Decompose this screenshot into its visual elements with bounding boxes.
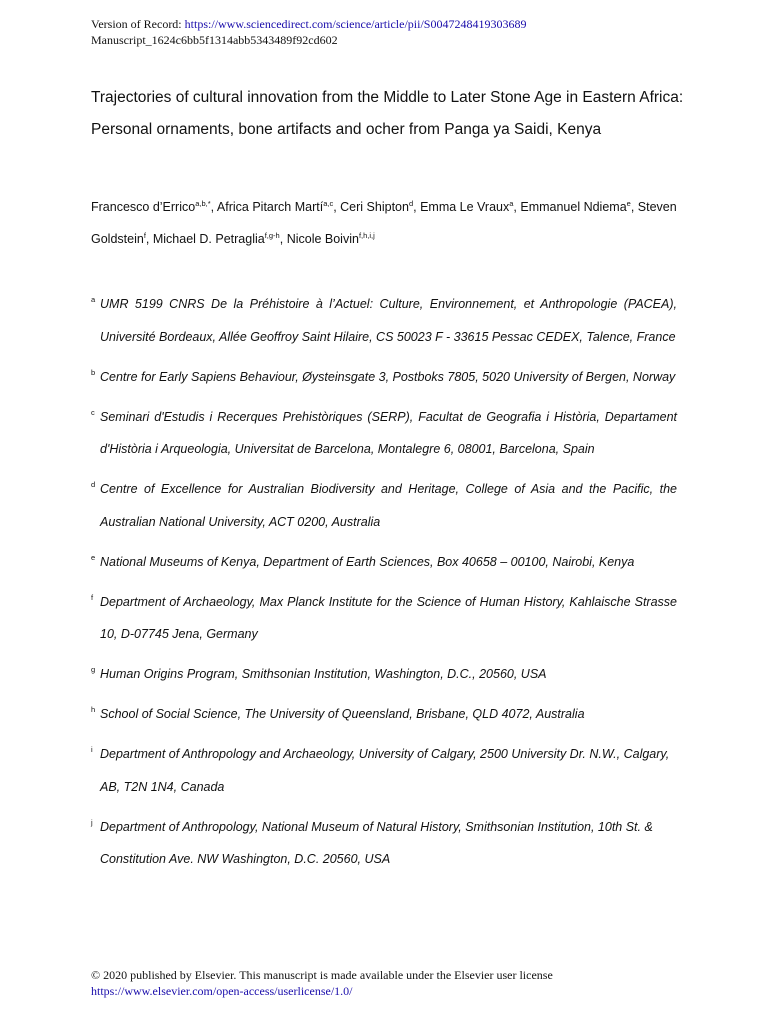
author-separator: , [413, 200, 421, 214]
affiliation-text: National Museums of Kenya, Department of Earth Sciences, Box 40658 – 00100, Nairobi, Kenya [100, 554, 635, 569]
affiliation-f [91, 586, 677, 651]
author [91, 200, 217, 214]
affiliation-g [91, 658, 677, 691]
affiliation-text: School of Social Science, The University of Queensland, Brisbane, QLD 4072, Australia [100, 707, 585, 721]
author-separator: , [145, 232, 153, 246]
affiliation-mark: f [91, 592, 94, 602]
author-affiliation-mark: f,h,i,j [358, 231, 375, 240]
author [217, 200, 340, 214]
author-separator: , [279, 232, 287, 246]
affiliation-text: UMR 5199 CNRS De la Préhistoire à l’Actuel: Culture, Environnement, et Anthropologie (PACEA), Université Bordeaux, Allée Geoffroy Saint Hilaire, CS 50023 F - 33615 Pessac CEDEX, Talence, France [100, 297, 677, 344]
author-affiliation-mark: f [143, 231, 146, 240]
paper-title: Trajectories of cultural innovation from the Middle to Later Stone Age in Eastern Africa: Personal ornaments, bone artifacts and ocher from Panga ya Saidi, Kenya [91, 89, 684, 138]
author [287, 232, 375, 246]
affiliation-e [91, 546, 677, 579]
author-name: Africa Pitarch Martí [216, 200, 324, 214]
author-affiliation-mark: a,c [323, 199, 334, 208]
affiliation-mark: b [91, 367, 96, 377]
affiliation-list [91, 288, 677, 883]
affiliation-mark: i [91, 745, 93, 754]
author-affiliation-mark: d [408, 199, 414, 208]
affiliation-text: Human Origins Program, Smithsonian Institution, Washington, D.C., 20560, USA [100, 667, 547, 681]
author-list [91, 191, 681, 255]
affiliation-mark: j [91, 817, 93, 827]
affiliation-mark: e [91, 552, 96, 562]
affiliation-mark: h [91, 705, 96, 714]
version-of-record-line [91, 16, 526, 32]
version-link[interactable]: https://www.sciencedirect.com/science/article/pii/S0047248419303689 [184, 17, 527, 31]
affiliation-j [91, 811, 677, 876]
author-affiliation-mark: e [626, 199, 631, 208]
author-separator: , [333, 200, 341, 214]
copyright-notice: © 2020 published by Elsevier. This manuscript is made available under the Elsevier user license [91, 968, 553, 982]
author [153, 232, 287, 246]
affiliation-mark: d [91, 480, 96, 489]
affiliation-h [91, 698, 677, 731]
license-link[interactable]: https://www.elsevier.com/open-access/userlicense/1.0/ [91, 984, 353, 998]
affiliation-mark: g [91, 665, 96, 674]
license-footer [91, 967, 553, 999]
author-separator: , [630, 200, 638, 214]
affiliation-text: Department of Anthropology, National Museum of Natural History, Smithsonian Institution, 10th St. & Constitution Ave. NW Washington, D.C. 20560, USA [100, 819, 653, 866]
author-affiliation-mark: a,b,* [195, 199, 211, 208]
author [520, 200, 637, 214]
affiliation-text: Seminari d'Estudis i Recerques Prehistòriques (SERP), Facultat de Geografia i Història, Departament d'Història i Arqueologia, Universitat de Barcelona, Montalegre 6, 08001, Barcelona, Spain [100, 409, 677, 456]
version-label: Version of Record: [91, 17, 185, 31]
author-name: Emmanuel Ndiema [520, 200, 627, 214]
author-affiliation-mark: f,g-h [264, 231, 280, 240]
author-affiliation-mark: a [509, 199, 514, 208]
author-name: Michael D. Petraglia [152, 232, 265, 246]
affiliation-text: Centre of Excellence for Australian Biodiversity and Heritage, College of Asia and the Pacific, the Australian National University, ACT 0200, Australia [100, 482, 677, 529]
affiliation-mark: a [91, 295, 96, 304]
author-name: Francesco d’Errico [91, 200, 196, 214]
author-name: Steven Goldstein [91, 200, 677, 246]
affiliation-a [91, 288, 677, 353]
manuscript-id: Manuscript_1624c6bb5f1314abb5343489f92cd602 [91, 33, 338, 47]
affiliation-i [91, 738, 677, 803]
author-name: Emma Le Vraux [420, 200, 510, 214]
affiliation-text: Department of Archaeology, Max Planck Institute for the Science of Human History, Kahlaische Strasse 10, D-07745 Jena, Germany [100, 594, 677, 641]
affiliation-d [91, 473, 677, 538]
author-separator: , [210, 200, 217, 214]
author [420, 200, 520, 214]
version-header [91, 16, 526, 48]
affiliation-c [91, 401, 677, 466]
author-separator: , [513, 200, 521, 214]
affiliation-mark: c [91, 407, 95, 417]
author-name: Nicole Boivin [286, 232, 359, 246]
affiliation-b [91, 361, 677, 394]
author-name: Ceri Shipton [340, 200, 409, 214]
affiliation-text: Department of Anthropology and Archaeology, University of Calgary, 2500 University Dr. N.W., Calgary, AB, T2N 1N4, Canada [100, 747, 670, 794]
author [340, 200, 420, 214]
affiliation-text: Centre for Early Sapiens Behaviour, Øysteinsgate 3, Postboks 7805, 5020 University of Bergen, Norway [100, 369, 676, 384]
